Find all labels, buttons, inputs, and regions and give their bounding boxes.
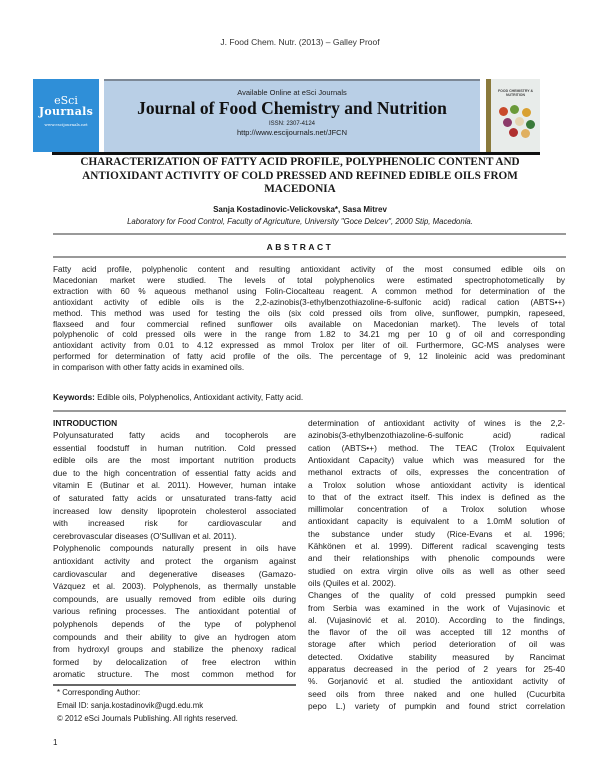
issn: ISSN: 2307-4124 <box>268 121 316 127</box>
keywords-list: Edible oils, Polyphenolics, Antioxidant activity, Fatty acid. <box>97 393 304 402</box>
corresponding-author: * Corresponding Author: <box>57 688 141 697</box>
divider <box>53 256 566 258</box>
text-line: methanol extracts of oils, expresses the concentration of <box>308 467 565 478</box>
text-line: antioxidant activity of edible oils is the 2,2-azinobis(3-ethylbenzothiazoline-6-sulfonic acid) radical cation (ABTS•+) <box>53 297 565 307</box>
journal-url[interactable]: http://www.escijournals.net/JFCN <box>236 128 348 137</box>
text-line: aromatic structure. The most common method for <box>53 669 296 680</box>
text-line: flaxseed and four commercial refined sunflower oils available on Macedonian market). The levels of total <box>53 319 565 329</box>
esci-journals-logo <box>33 79 99 152</box>
text-line: formed by delocalization of free electron within <box>53 656 296 667</box>
title-line: MACEDONIA <box>264 183 336 195</box>
text-line: polyphenolic of cold pressed oils were in the range from 1.82 to 34.21 mg per 10 g of oil and corresponding <box>53 330 565 340</box>
text-line: millimolar concentration of a Trolox solution whose <box>308 504 565 515</box>
text-line: Vázquez et al. 2003). Polyphenols, as thermally unstable <box>53 581 296 592</box>
text-line: determination of antioxidant activity of wines is the 2,2- <box>308 418 565 428</box>
text-line: al. (Vujasinović et al. 2010). According to the findings, <box>308 614 565 625</box>
text-line: Polyunsaturated fatty acids and tocopherols are <box>53 430 296 440</box>
author-email[interactable]: Email ID: sanja.kostadinovik@ugd.edu.mk <box>57 701 204 710</box>
text-line: detected. Oxidative stability measured by Rancimat <box>308 651 565 662</box>
text-line: compounds and their ability to give an hydrogen atom <box>53 631 296 642</box>
text-line: due to the high concentration of essential fatty acids and <box>53 467 296 478</box>
text-line: to that of the extract itself. This index is defined as the <box>308 491 565 502</box>
article-title <box>40 156 560 197</box>
text-line: and their relationships with phenolic compounds were <box>308 553 565 564</box>
text-line: in comparison with other fatty acids in examined oils. <box>53 363 245 373</box>
divider <box>53 410 566 412</box>
text-line: seed oils from three naked and one hulled (Cucurbita <box>308 688 565 699</box>
page-number: 1 <box>53 738 58 747</box>
section-heading: INTRODUCTION <box>53 418 118 428</box>
journal-banner <box>104 79 480 152</box>
journal-cover-image <box>486 79 540 152</box>
text-line: from Serbia was examined in the work of Vujasinovic et <box>308 602 565 613</box>
copyright: © 2012 eSci Journals Publishing. All rights reserved. <box>57 714 238 723</box>
text-line: the flavor of the oil was accepted till 12 months of <box>308 627 565 638</box>
text-line: performed for determination of fatty acid profile of the oils. The percentage of 9, 12 linoleinic acid was predominant <box>53 352 565 362</box>
keywords-label: Keywords: <box>53 393 95 402</box>
text-line: increased low density lipoprotein cholesterol associated <box>53 505 296 516</box>
text-line: cation (ABTS•+) method. The TEAC (Trolox Equivalent <box>308 442 565 453</box>
text-line: vitamin E (Butinar et al. 2011). However, human intake <box>53 480 296 491</box>
title-line: ANTIOXIDANT ACTIVITY OF COLD PRESSED AND REFINED EDIBLE OILS FROM <box>82 169 518 182</box>
text-line: various refining processes. The antioxidant potential of <box>53 606 296 617</box>
running-header: J. Food Chem. Nutr. (2013) – Galley Proof <box>220 37 380 47</box>
available-online: Available Online at eSci Journals <box>237 88 347 97</box>
text-line: apparatus decreased in the period of 2 years for 25-40 <box>308 664 565 674</box>
text-line: the substance under study (Rice-Evans et al. 1996; <box>308 528 565 539</box>
text-line: pepo L.) variety of pumpkin and found strict correlation <box>308 700 565 711</box>
divider <box>53 233 566 235</box>
footnote-rule <box>53 684 296 686</box>
cover-food-illustration <box>497 105 537 139</box>
text-line: cerebrovascular diseases (O'Sullivan et al. 2011). <box>53 530 237 541</box>
text-line: Macedonian market were studied. The levels of total polyphenolics were estimated spectrophotometically by <box>53 275 565 285</box>
cover-title: FOOD CHEMISTRY & NUTRITION <box>497 89 533 97</box>
text-line: essential foodstuff in human nutrition. Cold pressed <box>53 442 296 453</box>
text-line: antioxidant activity from 0.01 to 4.12 expressed as mmol Trolox per liter of oil. Furthermore, GC-MS analyses were <box>53 341 565 351</box>
text-line: cardiovascular and degenerative diseases (Gamazo- <box>53 568 296 579</box>
text-line: compounds, are usually removed from edible oils during <box>53 593 296 604</box>
text-line: oils (Quiles et al. 2002). <box>308 577 396 588</box>
authors: Sanja Kostadinovic-Velickovska*, Sasa Mitrev <box>213 205 387 214</box>
text-line: %. Gorjanović et al. studied the antioxidant activity of <box>308 676 565 687</box>
logo-text: Journals <box>38 105 94 118</box>
affiliation: Laboratory for Food Control, Faculty of Agriculture, University "Goce Delcev", 2000 Stip, Macedonia. <box>127 217 473 226</box>
text-line: storage after which period deterioration of oil was <box>308 639 565 650</box>
text-line: studied on extra virgin olive oils as well as other seed <box>308 565 565 576</box>
text-line: azinobis(3-ethylbenzothiazoline-6-sulfonic acid) radical <box>308 430 565 441</box>
logo-url: www.escijournals.net <box>44 122 88 127</box>
abstract-heading: ABSTRACT <box>266 242 334 252</box>
text-line: antioxidant capacity is equivalent to a 1.0mM solution of <box>308 516 565 527</box>
text-line: edible oils are the most important nutrition products <box>53 455 296 466</box>
text-line: method. This method was used for testing the oils (six cold pressed oils from olive, sunflower, pumpkin, rapeseed, <box>53 308 565 318</box>
journal-title: Journal of Food Chemistry and Nutrition <box>137 98 447 118</box>
text-line: of saturated fatty acids or unsaturated trans-fatty acid <box>53 493 296 503</box>
header-rule <box>52 152 540 155</box>
text-line: Polyphenolic compounds naturally present in oils have <box>53 543 296 554</box>
text-line: Changes of the quality of cold pressed pumpkin seed <box>308 590 565 601</box>
text-line: Fatty acid profile, polyphenolic content and resulting antioxidant activity of the most consumed edible oils on <box>53 265 565 274</box>
text-line: polyphenols depends of the type of polyphenol <box>53 619 296 629</box>
title-line: CHARACTERIZATION OF FATTY ACID PROFILE, POLYPHENOLIC CONTENT AND <box>80 156 520 168</box>
text-line: with increased risk for cardiovascular and <box>53 518 296 529</box>
text-line: from hydroxyl groups and stabilize the phenoxy radical <box>53 644 296 655</box>
text-line: extraction with 60 % aqueous methanol using Folin-Ciocalteau reagent. A common method for determination of the <box>53 286 565 296</box>
text-line: a Trolox solution whose antioxidant activity is identical <box>308 479 565 490</box>
text-line: Kähkönen et al. 1999). Different radical scavenging tests <box>308 541 565 551</box>
logo-text: eSci <box>54 94 78 107</box>
text-line: antioxidant activity and protect the organism against <box>53 556 296 566</box>
text-line: Antioxidant Capacity) value which was measured for the <box>308 454 565 465</box>
keywords <box>53 393 303 402</box>
